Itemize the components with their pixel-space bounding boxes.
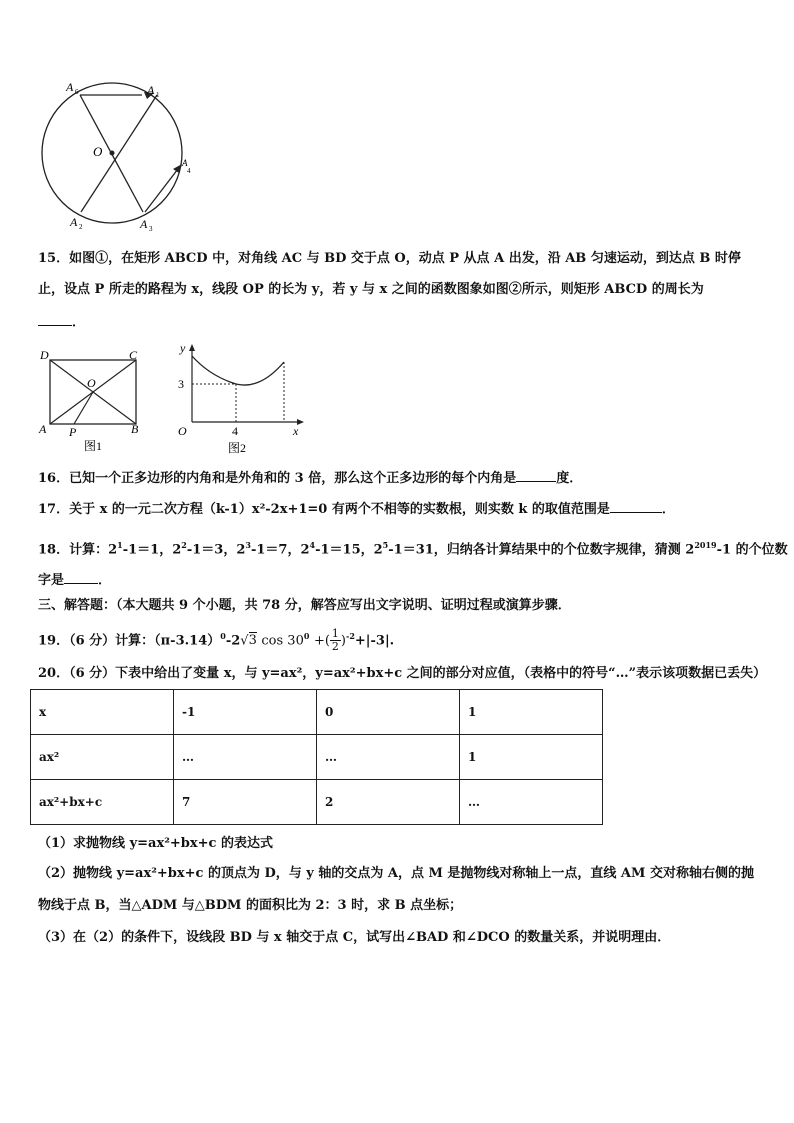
q15-line3-end: ． <box>72 315 86 330</box>
q18-line2 <box>38 571 111 589</box>
q18-mid5: -1＝31，归纳各计算结果中的个位数字规律，猜测 2 <box>388 542 695 558</box>
q18-exp1: 1 <box>117 540 123 550</box>
table-cell: 0 <box>317 690 460 735</box>
q18-lead: 18．计算：2 <box>38 542 118 558</box>
label-a1-sub: 1 <box>156 91 160 99</box>
q19-frac-num: 1 <box>331 627 339 641</box>
table-cell: 7 <box>174 780 317 825</box>
fig2-label-x: x <box>293 424 299 438</box>
function-curve <box>192 356 284 385</box>
q18-mid2: -1＝3，2 <box>186 542 246 558</box>
q19-close-paren: ) <box>340 633 346 649</box>
q17-answer-blank[interactable] <box>610 500 662 513</box>
table-cell: -1 <box>174 690 317 735</box>
q18-mid1: -1＝1，2 <box>122 542 182 558</box>
label-a1: A <box>147 83 155 97</box>
label-a6-sub: 6 <box>75 88 79 96</box>
table-cell: 1 <box>460 735 603 780</box>
q19-tail: +|-3|. <box>354 633 395 649</box>
label-a3: A <box>140 217 148 231</box>
q18-exp4: 4 <box>309 540 316 550</box>
table-cell: ax² <box>31 735 174 780</box>
sqrt-icon: √ <box>240 633 249 649</box>
q17 <box>38 500 675 518</box>
fig2-label-y: y <box>180 341 186 355</box>
q16-text: 16．已知一个正多边形的内角和是外角和的 3 倍，那么这个正多边形的每个内角是 <box>38 471 517 486</box>
q19-zero-exp: 0 <box>220 631 226 641</box>
q18-mid4: -1＝15，2 <box>315 542 383 558</box>
q20-text: 20．（6 分）下表中给出了变量 x，与 y=ax²，y=ax²+bx+c 之间的部分对应值，（表格中的符号“…”表示该项数据已丢失） <box>38 666 767 681</box>
q16 <box>38 469 582 487</box>
fig1-label-o: O <box>87 376 96 390</box>
fig1-label-b: B <box>131 422 139 436</box>
q19 <box>38 628 394 653</box>
q17-end: ． <box>661 502 675 517</box>
fig2-label-3: 3 <box>178 377 184 391</box>
q20-part3: （3）在（2）的条件下，设线段 BD 与 x 轴交于点 C，试写出∠BAD 和∠DCO 的数量关系，并说明理由． <box>38 930 671 945</box>
fig1-label-a: A <box>39 422 47 436</box>
table-row <box>31 735 603 780</box>
q19-degree: 0 <box>303 631 310 641</box>
label-o: O <box>93 144 103 159</box>
label-a3-sub: 3 <box>149 225 153 233</box>
fig1-caption: 图1 <box>84 439 103 453</box>
q17-text: 17．关于 x 的一元二次方程（k-1）x²-2x+1=0 有两个不相等的实数根，则实数 k 的取值范围是 <box>38 502 610 517</box>
table-row <box>31 780 603 825</box>
fig2-label-4: 4 <box>232 424 238 438</box>
section-3-heading: 三、解答题：（本大题共 9 个小题，共 78 分，解答应写出文字说明、证明过程或演算步骤． <box>38 598 571 613</box>
table-cell: … <box>317 735 460 780</box>
q18-line2-text: 字是 <box>38 573 65 588</box>
table-cell: … <box>460 780 603 825</box>
q20-part2-line1: （2）抛物线 y=ax²+bx+c 的顶点为 D，与 y 轴的交点为 A，点 M 是抛物线对称轴上一点，直线 AM 交对称轴右侧的抛 <box>38 866 754 881</box>
q19-fraction <box>330 628 341 653</box>
q15-line1: 15．如图①，在矩形 ABCD 中，对角线 AC 与 BD 交于点 O，动点 P 从点 A 出发，沿 AB 匀速运动，到达点 B 时停 <box>38 251 741 266</box>
q15-answer-blank[interactable] <box>38 313 72 326</box>
q19-lead: 19．（6 分）计算：（π-3.14） <box>38 633 221 649</box>
table-cell: 1 <box>460 690 603 735</box>
q18-mid6: -1 的个位数 <box>716 542 788 558</box>
q18-answer-blank[interactable] <box>64 571 98 584</box>
fig1-label-c: C <box>129 348 138 362</box>
q19-cos: cos 30 <box>261 633 304 649</box>
figure-1-rectangle <box>34 344 154 456</box>
figure-2-graph <box>170 340 310 458</box>
table-cell: x <box>31 690 174 735</box>
q18-line2-end: ． <box>98 573 112 588</box>
table-cell: 2 <box>317 780 460 825</box>
q19-frac-den: 2 <box>331 640 339 654</box>
label-a2-sub: 2 <box>79 223 83 231</box>
q20-part2-line2: 物线于点 B，当△ADM 与△BDM 的面积比为 2：3 时，求 B 点坐标； <box>38 898 463 913</box>
table-cell: ax²+bx+c <box>31 780 174 825</box>
q20-part1: （1）求抛物线 y=ax²+bx+c 的表达式 <box>38 836 273 851</box>
q16-answer-blank[interactable] <box>516 469 556 482</box>
label-a6: A <box>66 80 74 94</box>
fig2-label-o: O <box>178 424 187 438</box>
q18-exp6: 2019 <box>694 540 717 550</box>
q16-end: 度． <box>556 471 583 486</box>
q19-exp: -2 <box>346 631 355 641</box>
q19-plus-paren: +( <box>313 633 330 649</box>
q19-minus2: -2 <box>225 633 241 649</box>
fig2-caption: 图2 <box>228 441 247 455</box>
label-a4: A <box>182 158 188 168</box>
q18-mid3: -1＝7，2 <box>250 542 310 558</box>
label-a4-sub: 4 <box>187 167 191 175</box>
q19-sqrt3: 3 <box>248 633 257 649</box>
q18-exp3: 3 <box>245 540 251 550</box>
q20-value-table <box>30 689 603 825</box>
table-cell: … <box>174 735 317 780</box>
label-a2: A <box>70 215 78 229</box>
q15-line3 <box>38 313 85 331</box>
q15-line2: 止，设点 P 所走的路程为 x，线段 OP 的长为 y，若 y 与 x 之间的函数图象如图②所示，则矩形 ABCD 的周长为 <box>38 282 704 297</box>
fig1-label-d: D <box>40 348 49 362</box>
table-row <box>31 690 603 735</box>
q18-exp2: 2 <box>181 540 187 550</box>
circle-figure <box>30 78 210 238</box>
q18-exp5: 5 <box>382 540 389 550</box>
q18-line1 <box>38 537 788 558</box>
fig1-label-p: P <box>69 425 77 439</box>
